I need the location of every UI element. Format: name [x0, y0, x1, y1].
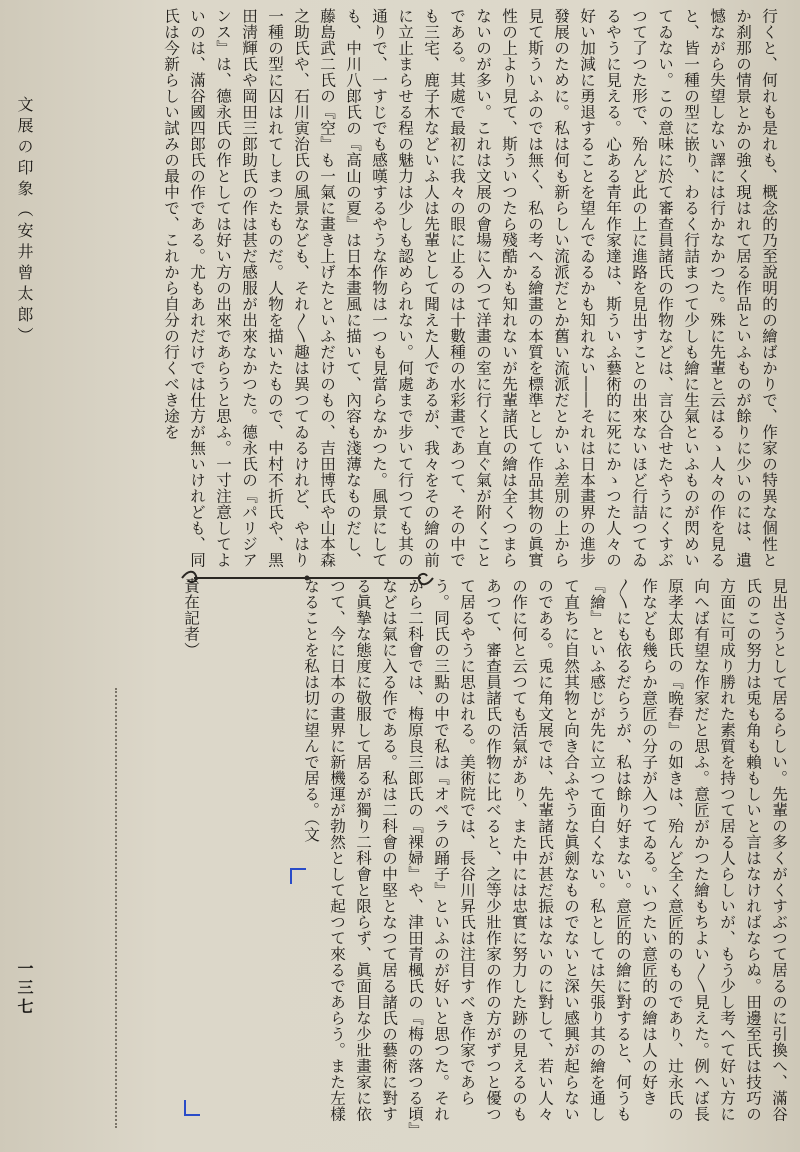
editor-note: 責在記者）	[182, 578, 200, 658]
running-header: 文展の印象（安井曾太郎）	[15, 96, 34, 348]
upper-text-block: 行くと、何れも是れも、概念的乃至說明的の繪ばかりで、作家の特異な個性とか刹那の情景とかの強く現はれて居る作品といふものが餘りに少いのには、遺憾ながら失望しない譯には行かなかつた。殊に先輩と云はるゝ人々の作を見ると、皆一種の型に嵌り、わるく行詰まつて少しも繪に生氣といふものが閃めいてゐない。この意味に於て審查員諸氏の作物などは、言ひ合せたやうにくすぶつて了つた形で、殆んど此の上に進路を見出すことの出來ないほど行詰つてゐるやうに見える。心ある青年作家達は、斯ういふ藝術的に死にかゝつた人々の好い加減に勇退することを望んでゐるかも知れない――それは日本畫界の進步發展のために。私は何も新らしい流派だとか舊い流派だとかいふ差別の上から見て斯ういふのでは無く、私の考へる繪畫の本質を標準として作品其物の眞實性の上より見て、斯ういつたら殘酷かも知れないが先輩諸氏の繪は全くつまらないのが多い。これは文展の會場に入つて洋畫の室に行くと直ぐ氣が附くことである。其處で最初に我々の眼に止るのは十數種の水彩畫であつて、その中でも三宅、鹿子木などいふ人は先輩として聞えた人であるが、我々をその繪の前に立止まらせる程の魅力は少しも認められない。何處まで步いて行つても其の通りで、一すじでも感嘆するやうな作物は一つも見當らなかつた。風景にしても、中川八郎氏の『高山の夏』は日本畫風に描いて、內容も淺薄なものだし、藤島武二氏の『空』も一氣に畫き上げたといふだけのもの、吉田博氏や山本森之助氏や、石川寅治氏の風景なども、それ〳〵趣は異つてゐるけれど、やはり一種の型に囚はれてしまつたものだ。人物を描いたもので、中村不折氏や、黑田淸輝氏や岡田三郎助氏の作は甚だ感服が出來なかつた。德永氏の『パリジアンス』は、德永氏の作としては好い方の出來であらうと思ふ。一寸注意してよいのは、滿谷國四郎氏の作である。尤もあれだけでは仕方が無いけれども、同氏は今新らしい試みの最中で、これから自分の行くべき途を	[162, 8, 778, 568]
dotted-rule-divider	[115, 688, 119, 1128]
blue-annotation-bracket-start	[290, 868, 306, 884]
blue-annotation-bracket-end	[184, 1100, 200, 1116]
lower-text-block: 見出さうとして居るらしい。先輩の多くがくすぶつて居るのに引換へ、滿谷氏のこの努力は兎も角も賴もしいと言はなければならぬ。田邊至氏は技巧の方面に可成り勝れた素質を持つて居る人らしいが、もう少し考へて好い方に向へば有望な作家だと思ふ。意匠がかつた繪もちよい〳〵見えた。例へば長原孝太郎氏の『晩春』の如きは、殆んど全く意匠的のものであり、辻永氏の作なども幾らか意匠の分子が入つてゐる。いつたい意匠的の繪は人の好き〳〵にも依るだらうが、私は餘り好まない。意匠的の繪に對すると、何うも『繪』といふ感じが先に立つて面白くない。私としては矢張り其の繪を通して直ちに自然其物と向き合ふやうな眞劍なものでないと深い感興が起らないのである。兎に角文展では、先輩諸氏が甚だ振はないのに對して、若い人々の作に何と云つても活氣があり、また中には忠實に努力した跡の見えるのもあつて、審查員諸氏の作物に比べると、之等少壯作家の作の方がずつと優つて居るやうに思はれる。美術院では、長谷川昇氏は注目すべき作家であらう。同氏の三點の中で私は『オペラの踊子』といふのが好いと思つた。それから二科會では、梅原良三郎氏の『裸婦』や、津田青楓氏の『梅の落つる頃』などは氣に入る作である。私は二科會の中堅となつて居る諸氏の藝術に對する眞摯な態度に敬服して居るが獨り二科會と限らず、眞面目な少壯畫家に依つて、今に日本の畫界に新機運が勃然として起つて來るであらう。また左樣なることを私は切に望んで居る。（文	[302, 578, 788, 1131]
page-number: 一三七	[15, 960, 34, 1017]
